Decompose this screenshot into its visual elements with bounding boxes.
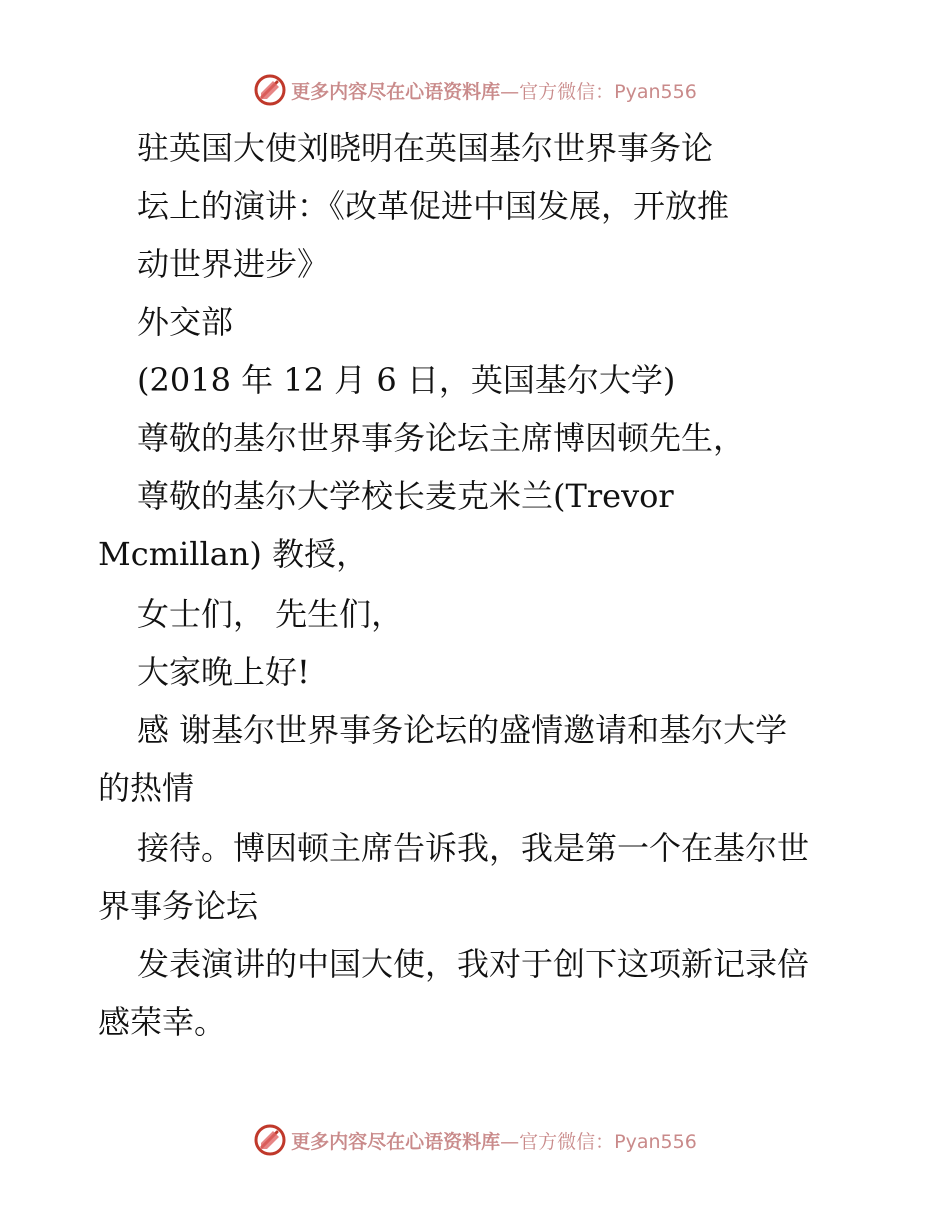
paragraph-line-2: 的热情	[98, 769, 195, 807]
title-line-2: 坛上的演讲：《改革促进中国发展，开放推	[137, 187, 730, 225]
title-line-1: 驻英国大使刘晓明在英国基尔世界事务论	[137, 129, 714, 167]
paragraph-line-6: 感荣幸。	[98, 1003, 227, 1041]
paragraph-line-3: 接待。博因顿主席告诉我，我是第一个在基尔世	[137, 829, 810, 867]
salutation-line-3: 女士们， 先生们，	[137, 595, 404, 633]
title-line-3: 动世界进步》	[137, 245, 330, 283]
watermark-sub-text: —官方微信：Pyan556	[500, 1130, 697, 1153]
date-line: (2018 年 12 月 6 日，英国基尔大学)	[137, 361, 676, 399]
paragraph-line-4: 界事务论坛	[98, 887, 259, 925]
source-line: 外交部	[137, 303, 234, 341]
brand-logo-icon	[253, 1123, 287, 1157]
salutation-line-2: 尊敬的基尔大学校长麦克米兰(Trevor	[137, 477, 674, 515]
greeting-line: 大家晚上好!	[137, 653, 310, 691]
watermark-main-text: 更多内容尽在心语资料库	[291, 80, 501, 103]
footer-watermark	[0, 1120, 950, 1160]
watermark-main-text: 更多内容尽在心语资料库	[291, 1130, 501, 1153]
paragraph-line-5: 发表演讲的中国大使，我对于创下这项新记录倍	[137, 945, 810, 983]
watermark-sub-text: —官方微信：Pyan556	[500, 80, 697, 103]
paragraph-line-1: 感 谢基尔世界事务论坛的盛情邀请和基尔大学	[137, 711, 788, 749]
salutation-line-1: 尊敬的基尔世界事务论坛主席博因顿先生，	[137, 419, 746, 457]
salutation-line-2-cont: Mcmillan) 教授，	[98, 535, 369, 573]
